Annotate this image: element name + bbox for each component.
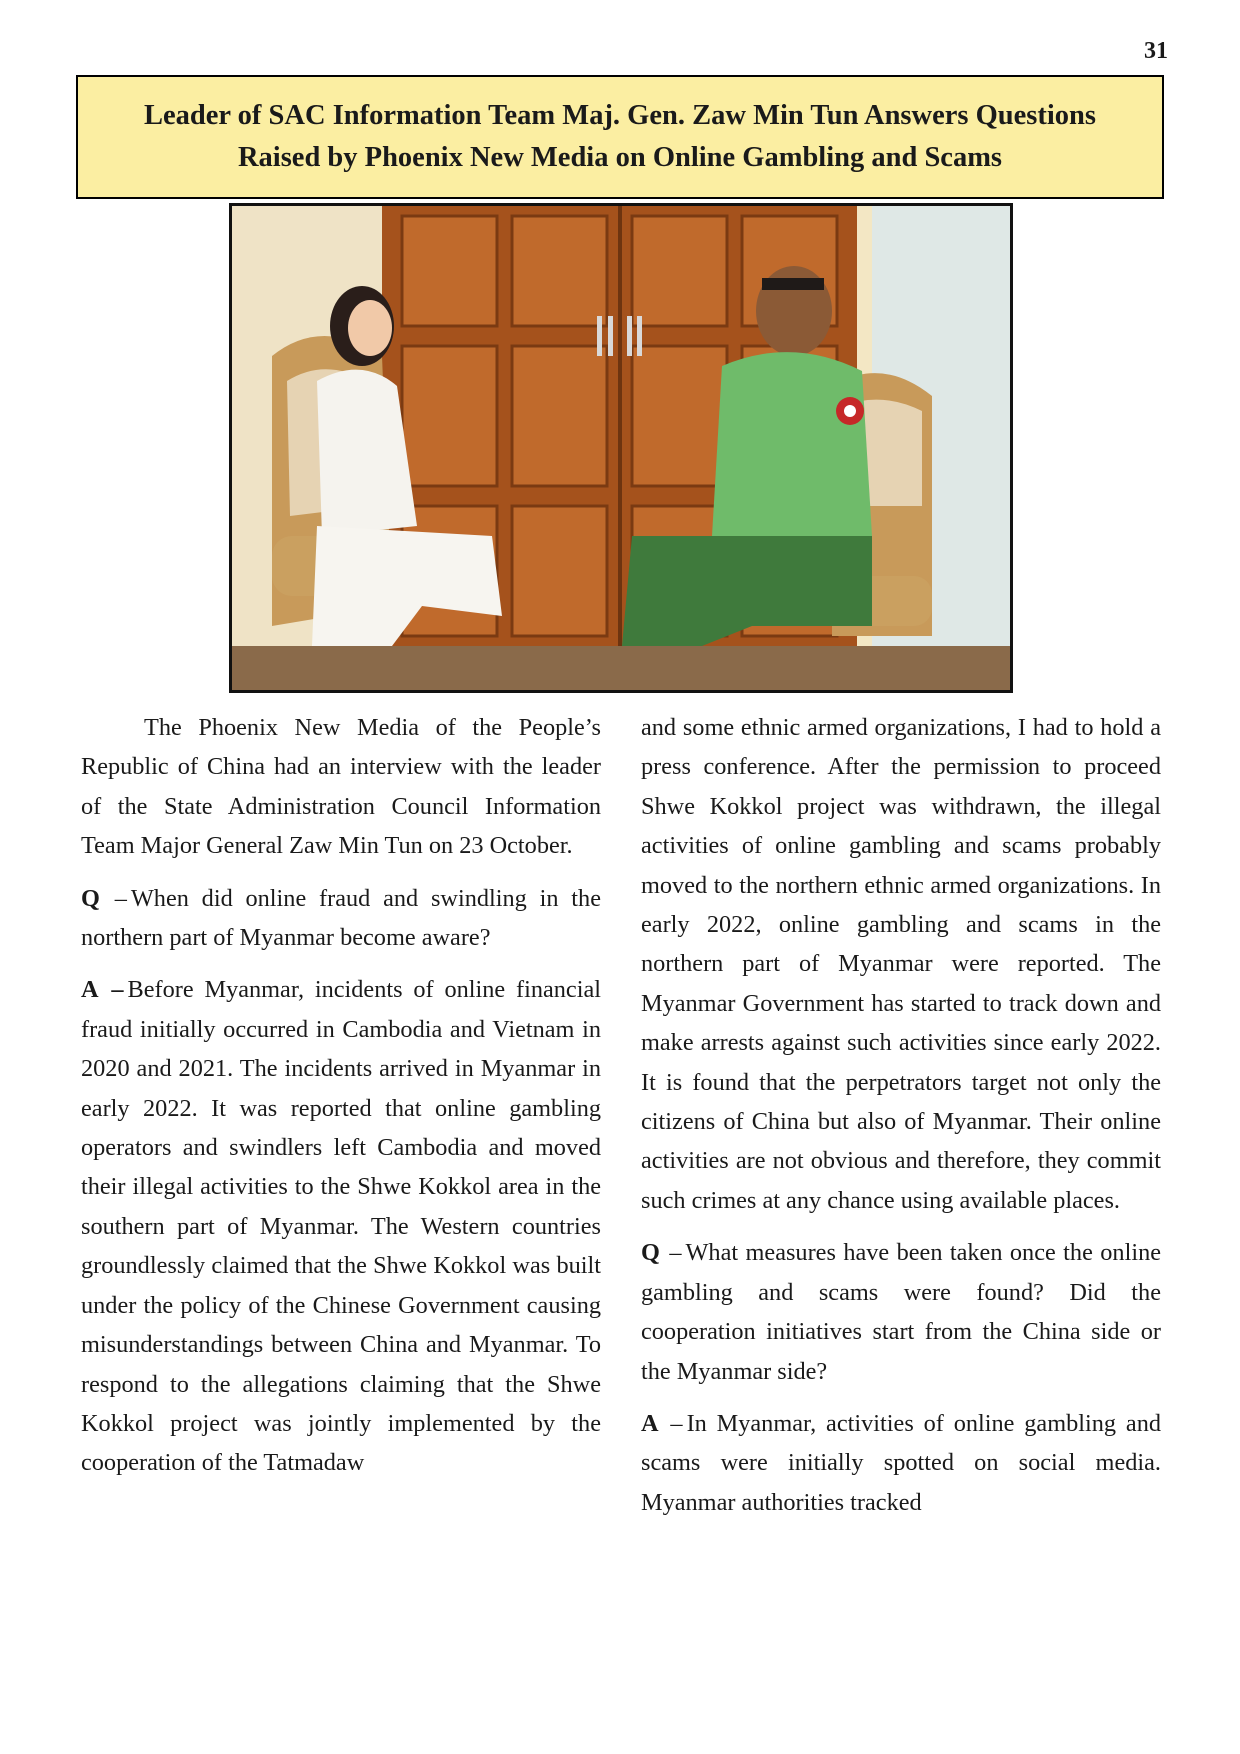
answer-label: A: [81, 976, 99, 1004]
right-column: [641, 708, 1161, 1535]
question-label: Q: [81, 884, 100, 912]
question-1-text: When did online fraud and swindling in the northern part of Myanmar become aware?: [81, 884, 601, 952]
page-number: 31: [1144, 38, 1168, 64]
article-title-box: [76, 75, 1164, 199]
answer-label: A: [641, 1409, 659, 1437]
answer-dash: –: [670, 1409, 683, 1437]
answer-2: [641, 1404, 1161, 1522]
article-title-line-1: Leader of SAC Information Team Maj. Gen. Zaw Min Tun Answers Questions: [144, 100, 1096, 131]
question-label: Q: [641, 1239, 660, 1267]
question-2-text: What measures have been taken once the online gambling and scams were found? Did the cooperation initiatives start from the China side or the Myanmar side?: [641, 1239, 1161, 1385]
article-title-line-2: Raised by Phoenix New Media on Online Gambling and Scams: [237, 142, 1003, 173]
question-2: [641, 1233, 1161, 1391]
answer-1: [81, 970, 601, 1482]
question-dash: –: [114, 884, 127, 912]
answer-1-continued: and some ethnic armed organizations, I had to hold a press conference. After the permission to proceed Shwe Kokkol project was withdrawn, the illegal activities of online gambling and scams probably moved to the northern ethnic armed organizations. In early 2022, online gambling and scams in the northern part of Myanmar were reported. The Myanmar Government has started to track down and make arrests against such activities since early 2022. It is found that the perpetrators target not only the citizens of China but also of Myanmar. Their online activities are not obvious and therefore, they commit such crimes at any chance using available places.: [641, 714, 1161, 1214]
answer-dash: –: [111, 976, 124, 1004]
interview-photo: [229, 203, 1013, 693]
question-1: [81, 879, 601, 958]
question-dash: –: [669, 1239, 682, 1267]
answer-2-text: In Myanmar, activities of online gambling and scams were initially spotted on social media. Myanmar authorities tracked: [641, 1409, 1161, 1516]
answer-1-text: Before Myanmar, incidents of online financial fraud initially occurred in Cambodia and Vietnam in 2020 and 2021. The incidents arrived in Myanmar in early 2022. It was reported that online gambling operators and swindlers left Cambodia and moved their illegal activities to the Shwe Kokkol area in the southern part of Myanmar. The Western countries groundlessly claimed that the Shwe Kokkol was built under the policy of the Chinese Government causing misunderstandings between China and Myanmar. To respond to the allegations claiming that the Shwe Kokkol project was jointly implemented by the cooperation of the Tatmadaw: [81, 976, 601, 1477]
left-column: [81, 708, 601, 1496]
intro-paragraph: The Phoenix New Media of the People’s Republic of China had an interview with the leader of the State Administration Council Information Team Major General Zaw Min Tun on 23 October.: [81, 714, 601, 860]
